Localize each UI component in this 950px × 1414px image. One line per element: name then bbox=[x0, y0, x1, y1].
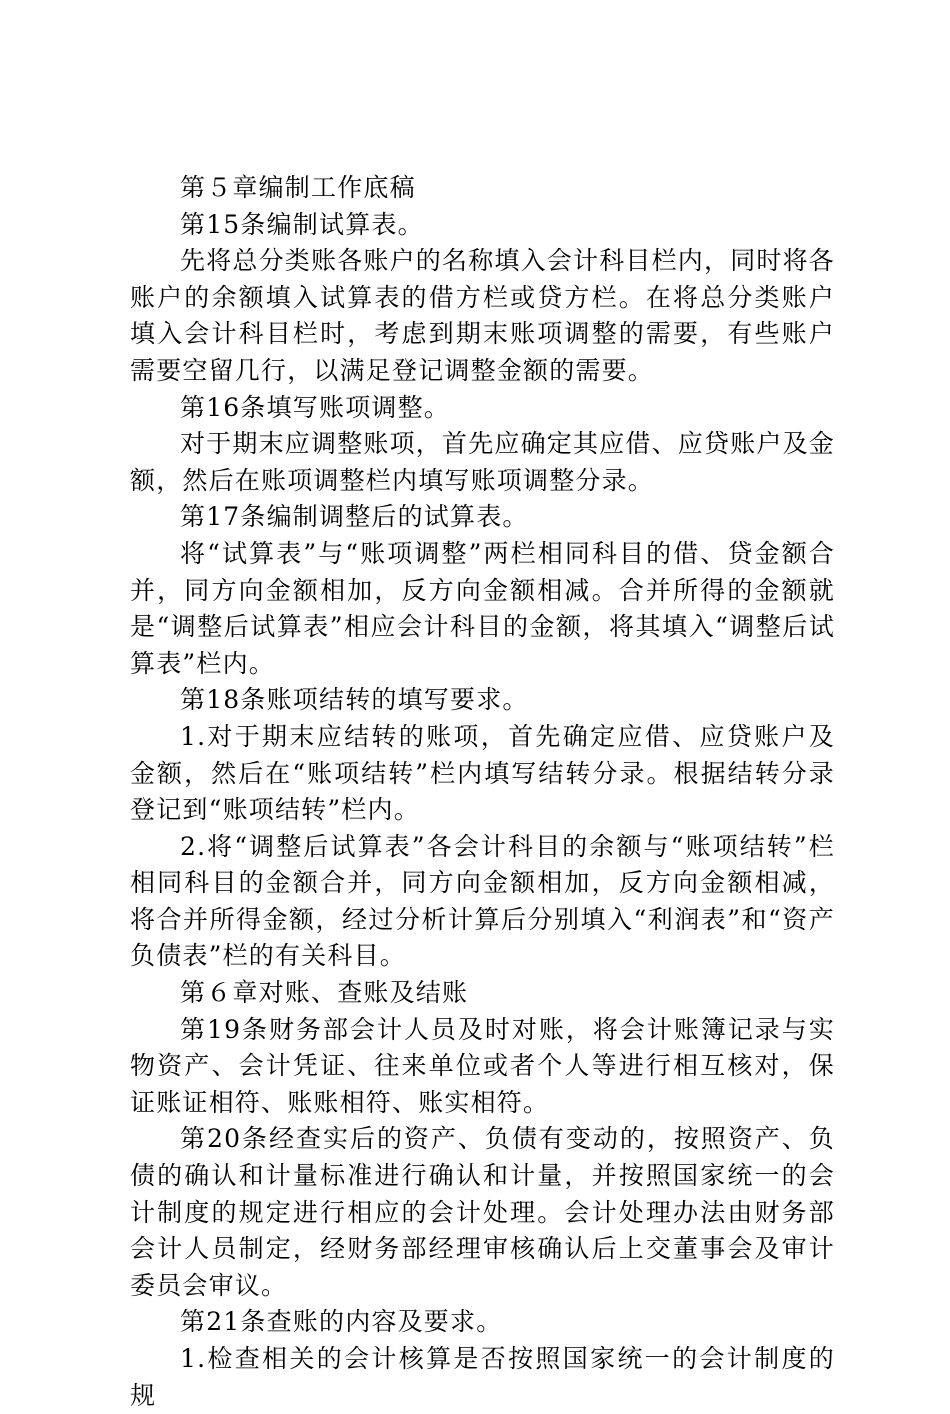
chapter-heading: 第６章对账、查账及结账 bbox=[180, 978, 469, 1008]
article-heading: 第17条编制调整后的试算表。 bbox=[180, 502, 529, 532]
list-item: 1.对于期末应结转的账项，首先确定应借、应贷账户及金额，然后在“账项结转”栏内填写结转分录。根据结转分录登记到“账项结转”栏内。 bbox=[130, 721, 835, 825]
document-body bbox=[130, 170, 835, 1414]
body-paragraph: 将“试算表”与“账项调整”两栏相同科目的借、贷金额合并，同方向金额相加，反方向金额相减。合并所得的金额就是“调整后试算表”相应会计科目的金额，将其填入“调整后试算表”栏内。 bbox=[130, 538, 835, 678]
article-heading: 第16条填写账项调整。 bbox=[180, 392, 451, 422]
list-item: 2.将“调整后试算表”各会计科目的余额与“账项结转”栏相同科目的金额合并，同方向金额相加，反方向金额相减，将合并所得金额，经过分析计算后分别填入“利润表”和“资产负债表”栏的有关科目。 bbox=[130, 831, 835, 971]
body-paragraph: 第19条财务部会计人员及时对账，将会计账簿记录与实物资产、会计凭证、往来单位或者个人等进行相互核对，保证账证相符、账账相符、账实相符。 bbox=[130, 1014, 835, 1117]
article-heading: 第21条查账的内容及要求。 bbox=[180, 1307, 503, 1337]
chapter-heading: 第５章编制工作底稿 bbox=[180, 173, 416, 202]
body-paragraph: 先将总分类账各账户的名称填入会计科目栏内，同时将各账户的余额填入试算表的借方栏或贷方栏。在将总分类账户填入会计科目栏时，考虑到期末账项调整的需要，有些账户需要空留几行，以满足登记调整金额的需要。 bbox=[130, 246, 836, 385]
body-paragraph: 第20条经查实后的资产、负债有变动的，按照资产、负债的确认和计量标准进行确认和计量，并按照国家统一的会计制度的规定进行相应的会计处理。会计处理办法由财务部会计人员制定，经财务部经理审核确认后上交董事会及审计委员会审议。 bbox=[130, 1124, 835, 1300]
article-heading: 第18条账项结转的填写要求。 bbox=[180, 685, 529, 715]
article-heading: 第15条编制试算表。 bbox=[180, 209, 424, 239]
body-paragraph: 对于期末应调整账项，首先应确定其应借、应贷账户及金额，然后在账项调整栏内填写账项调整分录。 bbox=[130, 429, 836, 495]
list-item: 1.检查相关的会计核算是否按照国家统一的会计制度的规 bbox=[130, 1344, 835, 1410]
